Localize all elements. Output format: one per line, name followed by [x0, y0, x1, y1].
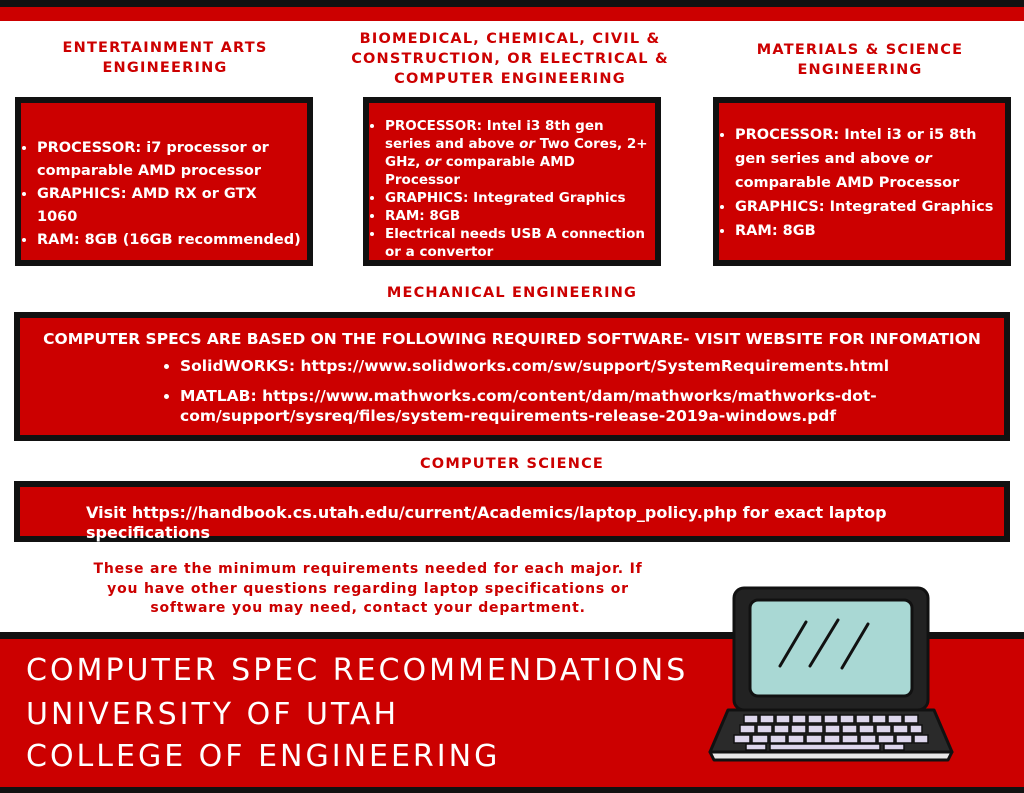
heading-materials: MATERIALS & SCIENCE ENGINEERING [756, 42, 964, 78]
mechanical-title: COMPUTER SPECS ARE BASED ON THE FOLLOWING REQUIRED SOFTWARE- VISIT WEBSITE FOR INFOMATION [43, 330, 981, 348]
spec-item-graphics: • GRAPHICS: AMD RX or GTX 1060 [37, 183, 301, 229]
minimum-requirements-note: These are the minimum requirements needed for each major. If you have other questions regarding laptop specifications or software you may need, contact your department. [93, 561, 643, 616]
laptop-icon [706, 584, 956, 769]
footer-title-line-1: COMPUTER SPEC RECOMMENDATIONS [26, 653, 689, 688]
entertainment-spec-list [21, 137, 301, 252]
heading-entertainment: ENTERTAINMENT ARTS ENGINEERING [62, 40, 268, 76]
box-materials-specs [713, 97, 1011, 266]
spec-item-ram: • RAM: 8GB (16GB recommended) [37, 229, 301, 252]
box-computer-science [14, 481, 1010, 542]
spec-item-ram: • RAM: 8GB [735, 219, 1001, 243]
spec-item-graphics: • GRAPHICS: Integrated Graphics [385, 189, 651, 207]
software-item-matlab: • MATLAB: https://www.mathworks.com/content/dam/mathworks/mathworks-dot-com/support/sysreq/files/system-requirements-release-2019a-windows.pdf [180, 386, 880, 426]
software-item-solidworks: • SolidWORKS: https://www.solidworks.com/sw/support/SystemRequirements.html [180, 356, 994, 376]
footer-title-line-2: UNIVERSITY OF UTAH [26, 697, 400, 732]
mechanical-software-list [162, 356, 994, 426]
top-border-black [0, 0, 1024, 7]
box-mechanical-specs [14, 312, 1010, 441]
footer-title-line-3: COLLEGE OF ENGINEERING [26, 739, 501, 774]
heading-biomedical: BIOMEDICAL, CHEMICAL, CIVIL & CONSTRUCTION, OR ELECTRICAL & COMPUTER ENGINEERING [351, 31, 669, 87]
box-biomedical-specs [363, 97, 661, 266]
biomedical-spec-list [369, 117, 651, 261]
box-entertainment-specs [15, 97, 313, 266]
spec-item-usb: • Electrical needs USB A connection or a convertor [385, 225, 651, 261]
spec-item-processor: • PROCESSOR: Intel i3 or i5 8th gen series and above or comparable AMD Processor [735, 123, 1001, 195]
computer-science-text: Visit https://handbook.cs.utah.edu/current/Academics/laptop_policy.php for exact laptop specifications [86, 503, 887, 542]
materials-spec-list [719, 123, 1001, 243]
spec-item-processor: • PROCESSOR: Intel i3 8th gen series and above or Two Cores, 2+ GHz, or comparable AMD Processor [385, 117, 651, 189]
top-border-red [0, 7, 1024, 21]
spec-item-processor: • PROCESSOR: i7 processor or comparable AMD processor [37, 137, 301, 183]
spec-item-graphics: • GRAPHICS: Integrated Graphics [735, 195, 1001, 219]
spec-item-ram: • RAM: 8GB [385, 207, 651, 225]
heading-computer-science: COMPUTER SCIENCE [419, 456, 605, 472]
footer-border-bottom [0, 787, 1024, 793]
heading-mechanical: MECHANICAL ENGINEERING [386, 285, 638, 301]
